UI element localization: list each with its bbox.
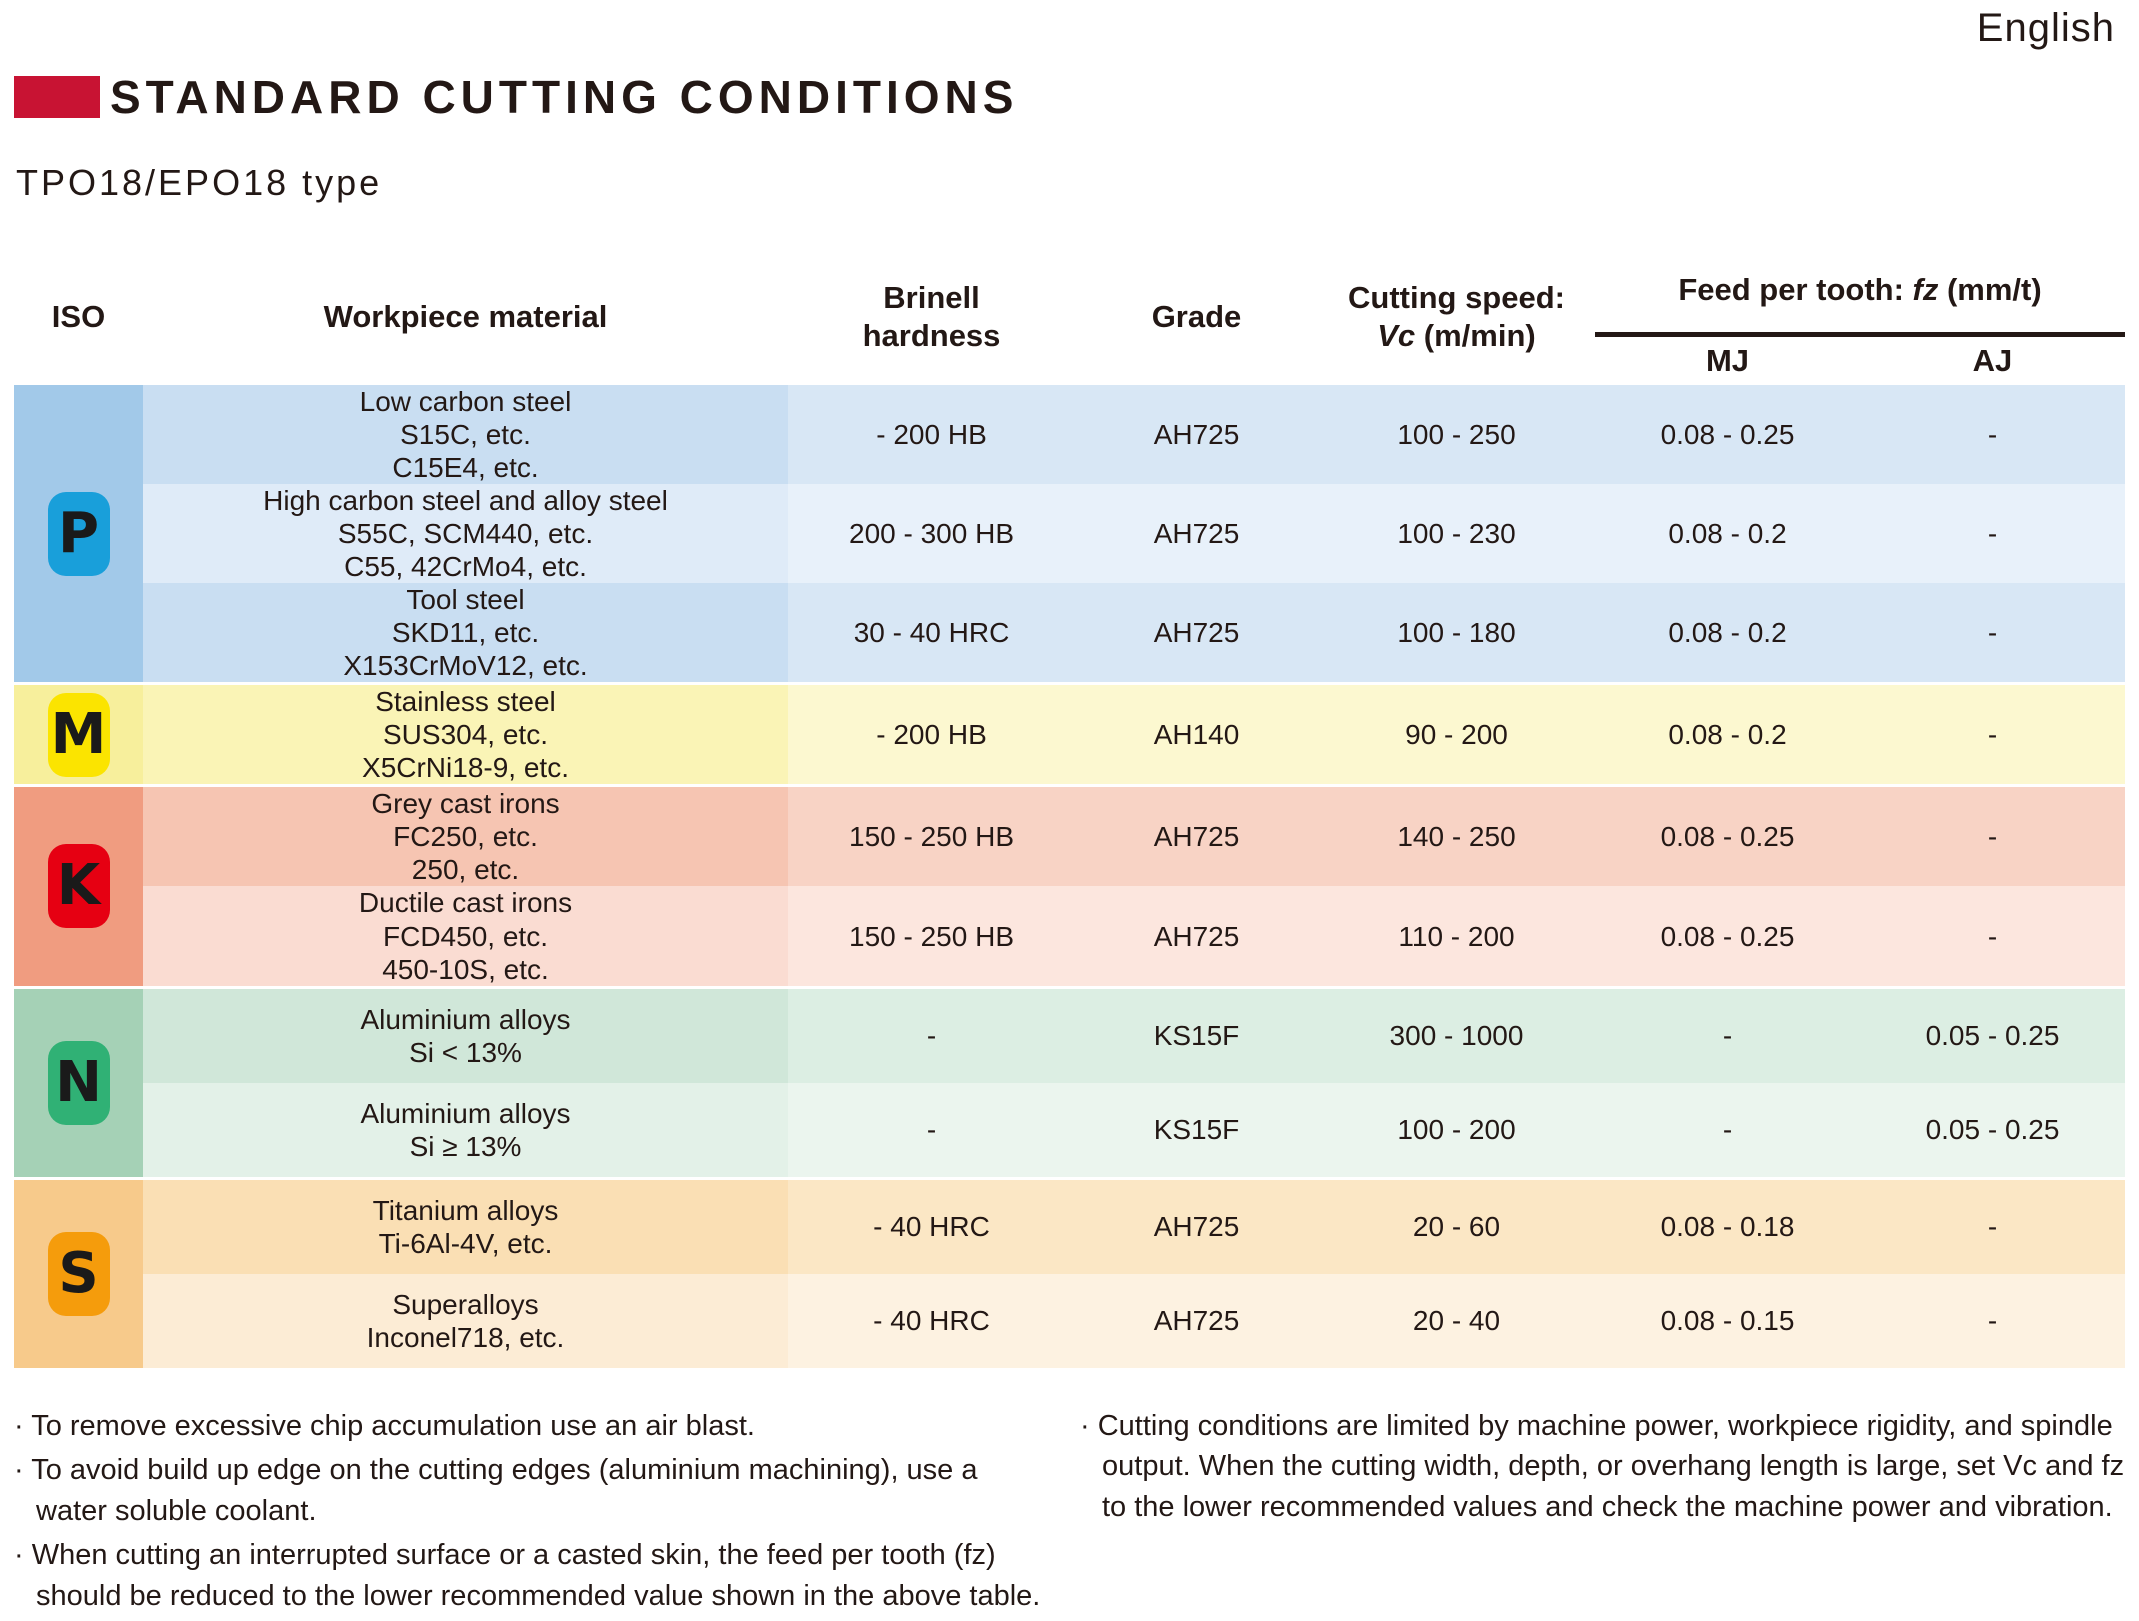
title-row: [14, 71, 2125, 123]
speed-cell: 100 - 200: [1318, 1083, 1595, 1179]
speed-cell: 110 - 200: [1318, 886, 1595, 987]
material-cell: [143, 1083, 788, 1179]
material-line: Low carbon steel: [359, 386, 572, 417]
material-line: SKD11, etc.: [391, 617, 540, 649]
material-line: Ductile cast irons: [358, 887, 573, 919]
footnote: · To avoid build up edge on the cutting edges (aluminium machining), use a water soluble coolant.: [14, 1454, 978, 1527]
material-line: FC250, etc.: [393, 821, 538, 853]
material-line: Inconel718, etc.: [366, 1321, 565, 1353]
iso-group-p: [14, 385, 143, 684]
table-header: [14, 248, 2125, 385]
mj-cell: 0.08 - 0.15: [1595, 1274, 1860, 1368]
aj-cell: -: [1860, 484, 2125, 583]
type-subtitle: TPO18/EPO18 type: [16, 162, 383, 203]
material-cell: [143, 1274, 788, 1368]
col-header-material: [143, 248, 788, 385]
material-cell: [143, 385, 788, 484]
mj-cell: 0.08 - 0.25: [1595, 786, 1860, 887]
feed-label: Feed per tooth:: [1678, 272, 1913, 308]
material-cell: [143, 684, 788, 786]
speed-unit: (m/min): [1415, 317, 1536, 353]
red-marker: [14, 76, 100, 118]
table-row: [14, 1274, 2125, 1368]
aj-label: AJ: [1972, 343, 2013, 379]
speed-cell: 100 - 230: [1318, 484, 1595, 583]
col-header-hardness: [788, 248, 1075, 385]
material-line: 250, etc.: [411, 854, 520, 886]
grade-cell: AH725: [1075, 886, 1318, 987]
table-row: [14, 583, 2125, 684]
speed-cell: 100 - 180: [1318, 583, 1595, 684]
material-cell: [143, 583, 788, 684]
col-header-grade: [1075, 248, 1318, 385]
grade-cell: AH725: [1075, 1178, 1318, 1274]
material-line: C55, 42CrMo4, etc.: [344, 551, 587, 583]
grade-cell: AH725: [1075, 1274, 1318, 1368]
grade-cell: AH725: [1075, 786, 1318, 887]
iso-group-k: [14, 786, 143, 987]
col-header-iso-label: ISO: [51, 298, 106, 334]
footnotes: [14, 1406, 2125, 1621]
mj-label: MJ: [1705, 343, 1750, 379]
hardness-line2: hardness: [862, 317, 1001, 353]
col-header-feed-per-tooth: [1595, 248, 2125, 335]
material-line: Aluminium alloys: [360, 1097, 571, 1129]
iso-group-n: [14, 987, 143, 1178]
feed-fz: fz: [1912, 272, 1939, 308]
mj-cell: 0.08 - 0.25: [1595, 886, 1860, 987]
material-line: Aluminium alloys: [360, 1003, 571, 1035]
material-line: S15C, etc.: [400, 419, 531, 451]
table-row: [14, 786, 2125, 887]
grade-cell: AH725: [1075, 484, 1318, 583]
aj-cell: -: [1860, 385, 2125, 484]
speed-line1: Cutting speed:: [1348, 280, 1565, 316]
material-line: Ti-6Al-4V, etc.: [378, 1227, 553, 1259]
speed-cell: 300 - 1000: [1318, 987, 1595, 1083]
col-header-iso: [14, 248, 143, 385]
material-line: FCD450, etc.: [383, 920, 548, 952]
material-line: Grey cast irons: [371, 788, 560, 820]
table-row: [14, 385, 2125, 484]
aj-cell: 0.05 - 0.25: [1860, 987, 2125, 1083]
material-cell: [143, 786, 788, 887]
speed-cell: 100 - 250: [1318, 385, 1595, 484]
speed-cell: 90 - 200: [1318, 684, 1595, 786]
hardness-cell: - 40 HRC: [788, 1178, 1075, 1274]
aj-cell: 0.05 - 0.25: [1860, 1083, 2125, 1179]
mj-cell: 0.08 - 0.25: [1595, 385, 1860, 484]
col-header-cutting-speed: [1318, 248, 1595, 385]
mj-cell: 0.08 - 0.2: [1595, 684, 1860, 786]
hardness-cell: 30 - 40 HRC: [788, 583, 1075, 684]
hardness-cell: -: [788, 1083, 1075, 1179]
material-line: Si < 13%: [409, 1036, 522, 1068]
table-row: [14, 684, 2125, 786]
hardness-cell: 200 - 300 HB: [788, 484, 1075, 583]
col-header-aj: [1860, 335, 2125, 386]
footnote: · When cutting an interrupted surface or a casted skin, the feed per tooth (fz) should be reduced to the lower recommended value shown in the above table.: [14, 1539, 1041, 1612]
grade-cell: KS15F: [1075, 1083, 1318, 1179]
aj-cell: -: [1860, 886, 2125, 987]
table-row: [14, 987, 2125, 1083]
grade-cell: AH140: [1075, 684, 1318, 786]
iso-group-s: [14, 1178, 143, 1368]
material-line: S55C, SCM440, etc.: [337, 518, 594, 550]
iso-s-badge: S: [48, 1232, 110, 1316]
hardness-cell: 150 - 250 HB: [788, 886, 1075, 987]
hardness-line1: Brinell: [883, 280, 980, 316]
material-cell: [143, 484, 788, 583]
mj-cell: 0.08 - 0.2: [1595, 583, 1860, 684]
aj-cell: -: [1860, 684, 2125, 786]
iso-k-badge: K: [48, 844, 110, 928]
material-line: C15E4, etc.: [392, 452, 539, 484]
aj-cell: -: [1860, 583, 2125, 684]
material-cell: [143, 987, 788, 1083]
feed-unit: (mm/t): [1938, 272, 2042, 308]
hardness-cell: -: [788, 987, 1075, 1083]
footnotes-right-column: [1080, 1406, 2125, 1621]
table-row: [14, 484, 2125, 583]
material-line: X5CrNi18-9, etc.: [362, 752, 569, 784]
footnote: · Cutting conditions are limited by machine power, workpiece rigidity, and spindle output. When the cutting width, depth, or overhang length is large, set Vc and fz to the lower recommended values and check the machine power and vibration.: [1080, 1409, 2125, 1523]
hardness-cell: 150 - 250 HB: [788, 786, 1075, 887]
iso-m-badge: M: [48, 693, 110, 777]
speed-cell: 140 - 250: [1318, 786, 1595, 887]
mj-cell: 0.08 - 0.2: [1595, 484, 1860, 583]
table-row: [14, 886, 2125, 987]
mj-cell: -: [1595, 987, 1860, 1083]
grade-cell: KS15F: [1075, 987, 1318, 1083]
speed-cell: 20 - 40: [1318, 1274, 1595, 1368]
aj-cell: -: [1860, 1178, 2125, 1274]
col-header-mj: [1595, 335, 1860, 386]
material-line: High carbon steel and alloy steel: [263, 485, 668, 517]
aj-cell: -: [1860, 1274, 2125, 1368]
cutting-conditions-table: [14, 248, 2125, 1368]
material-line: Superalloys: [392, 1288, 539, 1320]
iso-n-badge: N: [48, 1041, 110, 1125]
speed-vc: Vc: [1377, 317, 1416, 353]
aj-cell: -: [1860, 786, 2125, 887]
page-title: STANDARD CUTTING CONDITIONS: [110, 71, 1019, 123]
iso-group-m: [14, 684, 143, 786]
table-row: [14, 1178, 2125, 1274]
material-cell: [143, 886, 788, 987]
material-line: 450-10S, etc.: [382, 953, 549, 985]
mj-cell: 0.08 - 0.18: [1595, 1178, 1860, 1274]
col-header-grade-label: Grade: [1151, 298, 1242, 334]
footnotes-left-column: [14, 1406, 1054, 1621]
material-line: Si ≥ 13%: [409, 1130, 522, 1162]
col-header-material-label: Workpiece material: [323, 298, 608, 334]
grade-cell: AH725: [1075, 583, 1318, 684]
material-line: SUS304, etc.: [383, 719, 548, 751]
table-row: [14, 1083, 2125, 1179]
language-label: English: [1976, 6, 2115, 50]
material-line: Stainless steel: [375, 686, 556, 718]
hardness-cell: - 200 HB: [788, 385, 1075, 484]
footnote: · To remove excessive chip accumulation use an air blast.: [14, 1409, 755, 1442]
speed-line2: [1318, 317, 1595, 354]
speed-cell: 20 - 60: [1318, 1178, 1595, 1274]
mj-cell: -: [1595, 1083, 1860, 1179]
hardness-cell: - 40 HRC: [788, 1274, 1075, 1368]
iso-p-badge: P: [48, 492, 110, 576]
material-line: Tool steel: [406, 584, 525, 616]
material-line: X153CrMoV12, etc.: [343, 650, 588, 682]
hardness-cell: - 200 HB: [788, 684, 1075, 786]
material-cell: [143, 1178, 788, 1274]
material-line: Titanium alloys: [372, 1194, 559, 1226]
grade-cell: AH725: [1075, 385, 1318, 484]
